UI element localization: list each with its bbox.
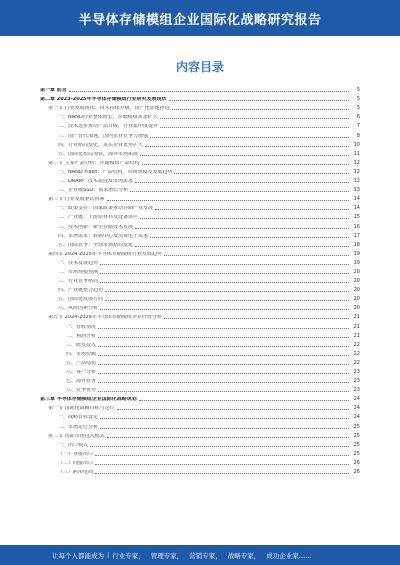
toc-entry-label: 二、DRAM：技术演进及市场需求	[58, 179, 133, 185]
toc-leader-dots	[145, 145, 349, 147]
toc-leader-dots	[135, 181, 349, 183]
toc-entry-label: 三、企业级SSD：需求增长分析	[58, 188, 129, 194]
toc-entry[interactable]	[48, 311, 360, 320]
toc-leader-dots	[135, 245, 349, 247]
toc-entry[interactable]	[58, 230, 360, 239]
toc-entry-label: 第一章 前言	[40, 88, 67, 94]
toc-entry-label: 一、NAND行业整体增长，存储模组需求扩大	[58, 115, 158, 121]
toc-entry-label: （一）直接出口	[58, 451, 94, 457]
toc-heading: 内容目录	[175, 60, 224, 74]
toc-entry-label: 四、市场份额	[66, 351, 97, 357]
toc-entry-page: 24	[353, 405, 360, 412]
toc-entry-label: 七、海外业务	[66, 379, 97, 385]
toc-entry-page: 22	[353, 350, 360, 357]
toc-entry-label: 二、市场定位分析	[58, 424, 99, 430]
toc-entry-page: 25	[353, 441, 360, 448]
toc-leader-dots	[95, 472, 349, 474]
toc-entry-page: 25	[353, 432, 360, 439]
toc-entry-page: 26	[353, 459, 360, 466]
toc-leader-dots	[139, 399, 349, 401]
toc-entry[interactable]	[58, 284, 360, 293]
toc-entry[interactable]	[40, 393, 360, 402]
toc-entry[interactable]	[58, 420, 360, 429]
toc-entry[interactable]	[66, 339, 360, 348]
toc-entry[interactable]	[48, 402, 360, 411]
toc-entry[interactable]	[58, 220, 360, 229]
toc-entry[interactable]	[66, 357, 360, 366]
toc-entry[interactable]	[48, 157, 360, 166]
toc-entry[interactable]	[40, 84, 360, 93]
toc-entry-page: 6	[356, 114, 360, 121]
toc-entry-page: 26	[353, 469, 360, 476]
toc-entry[interactable]	[66, 366, 360, 375]
toc-leader-dots	[160, 126, 349, 128]
toc-leader-dots	[174, 172, 349, 174]
toc-leader-dots	[150, 236, 349, 238]
toc-entry-label: 一、NAND Flash：产品结构、市场规模及发展趋势	[58, 169, 173, 175]
toc-entry-label: 一、战略目标设定	[58, 415, 99, 421]
toc-entry-label: 六、风险因素分析	[58, 306, 99, 312]
toc-entry[interactable]	[58, 457, 360, 466]
toc-leader-dots	[160, 117, 349, 119]
toc-leader-dots	[98, 354, 349, 356]
toc-entry-page: 8	[356, 132, 360, 139]
toc-entry-label: 三、技术创新：新型存储技术发展	[58, 224, 134, 230]
toc-leader-dots	[155, 208, 349, 210]
toc-entry[interactable]	[58, 139, 360, 148]
toc-entry-page: 25	[353, 450, 360, 457]
toc-entry-label: 四、产业链整合趋势	[58, 288, 104, 294]
toc-leader-dots	[98, 336, 349, 338]
toc-entry-page: 21	[353, 314, 360, 321]
toc-entry-label: 三、国产替代加速，国内企业竞争力增强	[58, 133, 149, 139]
toc-entry[interactable]	[48, 102, 360, 111]
toc-entry[interactable]	[40, 93, 360, 102]
toc-leader-dots	[142, 163, 349, 165]
toc-leader-dots	[100, 308, 349, 310]
toc-entry-page: 22	[353, 341, 360, 348]
toc-entry-label: 第一节 行业发展现状：技术持续升级，国产化加速推进	[48, 106, 170, 112]
toc-leader-dots	[100, 281, 349, 283]
toc-entry-page: 20	[353, 268, 360, 275]
toc-entry-label: 第三节 行业发展驱动因素	[48, 197, 105, 203]
toc-entry[interactable]	[58, 411, 360, 420]
toc-leader-dots	[98, 327, 349, 329]
toc-leader-dots	[100, 417, 349, 419]
toc-entry-page: 24	[353, 414, 360, 421]
toc-entry-page: 23	[353, 369, 360, 375]
toc-entry-page: 20	[353, 305, 360, 312]
toc-entry-label: 五、国际化发展方向	[58, 297, 104, 303]
toc-entry-label: （二）间接出口	[58, 460, 94, 466]
toc-entry-label: （三）跨境电商	[58, 470, 94, 476]
toc-leader-dots	[100, 263, 349, 265]
toc-leader-dots	[117, 408, 349, 410]
toc-entry-label: 八、竞争优势	[66, 388, 97, 394]
toc-entry-page: 20	[353, 278, 360, 285]
toc-entry-label: 五、国际竞争：全球市场格局变化	[58, 242, 134, 248]
toc-entry-label: 第二节 国际市场进入模式	[48, 433, 105, 439]
toc-leader-dots	[130, 190, 349, 192]
toc-entry[interactable]	[58, 211, 360, 220]
toc-leader-dots	[95, 454, 349, 456]
toc-entry-page: 18	[353, 241, 360, 248]
toc-entry[interactable]	[66, 348, 360, 357]
toc-entry-label: 六、客户分析	[66, 370, 97, 375]
toc-entry-label: 一、技术发展趋势	[58, 260, 99, 266]
toc-entry-page: 21	[353, 323, 360, 330]
toc-leader-dots	[100, 272, 349, 274]
toc-entry-page: 7	[356, 123, 360, 130]
toc-entry-page: 21	[353, 332, 360, 339]
toc-entry-label: 一、营收情况	[66, 324, 97, 330]
toc-leader-dots	[95, 463, 349, 465]
toc-entry[interactable]	[58, 202, 360, 211]
toc-entry-page: 5	[356, 87, 360, 94]
toc-entry-page: 20	[353, 296, 360, 303]
toc-entry-page: 24	[353, 396, 360, 403]
toc-leader-dots	[98, 363, 349, 365]
toc-entry-label: 二、产业链：上游原材料及设备供应	[58, 215, 139, 221]
toc-entry-label: 三、研发投入	[66, 342, 97, 348]
toc-entry-label: 五、国际化布局加快，海外市场拓展	[58, 151, 139, 157]
toc-entry-label: 三、行业竞争格局	[58, 279, 99, 285]
toc-entry-page: 20	[353, 287, 360, 294]
toc-entry-label: 一、政策支持：国家政策推动存储产业发展	[58, 206, 154, 212]
toc-entry-page: 22	[353, 359, 360, 366]
toc-entry-page: 15	[353, 214, 360, 221]
toc-leader-dots	[140, 154, 349, 156]
toc-entry[interactable]	[58, 239, 360, 248]
toc-entry-page: 23	[353, 378, 360, 385]
toc-entry-label: 四、市场需求：数据中心及消费电子需求	[58, 233, 149, 239]
toc-leader-dots	[164, 254, 349, 256]
toc-entry[interactable]	[66, 330, 360, 339]
toc-leader-dots	[98, 345, 349, 347]
toc-entry[interactable]	[58, 439, 360, 448]
toc-entry[interactable]	[48, 430, 360, 439]
toc-entry[interactable]	[58, 266, 360, 275]
toc-entry-label: 第四节 2024-2025年半导体存储模组行业发展趋势	[48, 251, 162, 257]
toc-entry-label: 一、出口模式	[58, 442, 89, 448]
toc-entry-page: 14	[353, 196, 360, 203]
toc-entry-page: 25	[353, 423, 360, 430]
toc-entry-page: 10	[353, 141, 360, 148]
toc-entry[interactable]	[58, 175, 360, 184]
toc-leader-dots	[150, 136, 349, 138]
toc-entry-page: 13	[353, 187, 360, 194]
toc-leader-dots	[98, 390, 349, 392]
toc-entry[interactable]	[58, 275, 360, 284]
toc-entry-label: 第一节 国际化战略目标与定位	[48, 406, 115, 412]
toc-entry-page: 12	[353, 159, 360, 166]
toc-entry-label: 第二节 主要产品分析：存储模组产品结构	[48, 160, 140, 166]
toc-leader-dots	[172, 108, 349, 110]
toc-entry[interactable]	[58, 120, 360, 129]
toc-entry-label: 第三章 半导体存储模组企业国际化战略规划	[40, 397, 137, 403]
toc-entry-page: 17	[353, 232, 360, 239]
toc-leader-dots	[164, 317, 349, 319]
footer-role-item: 营销专家，	[189, 551, 222, 560]
toc-entry-page: 5	[356, 96, 360, 103]
toc-entry[interactable]	[58, 111, 360, 120]
toc-entry[interactable]	[58, 302, 360, 311]
toc-entry-label: 二、技术进步推动产品升级，行业集中度提升	[58, 124, 159, 130]
toc-entry-label: 四、行业格局变化，龙头企业优势扩大	[58, 142, 144, 148]
toc-leader-dots	[98, 381, 349, 383]
toc-entry-page: 23	[353, 387, 360, 394]
footer-slogan: 让每个人都能成为	[52, 551, 104, 560]
toc-entry[interactable]	[58, 257, 360, 266]
toc-entry[interactable]	[58, 448, 360, 457]
toc-entry-page: 19	[353, 259, 360, 266]
toc-leader-dots	[107, 199, 349, 201]
toc-entry[interactable]	[66, 384, 360, 393]
toc-entry[interactable]	[66, 375, 360, 384]
toc-entry[interactable]	[58, 184, 360, 193]
toc-entry-page: 19	[353, 250, 360, 257]
toc-leader-dots	[100, 427, 349, 429]
footer-role-item: 战略专家，	[227, 551, 261, 560]
footer-banner	[0, 545, 400, 565]
toc-entry[interactable]	[58, 129, 360, 138]
footer-role-item: 行业专家，	[112, 551, 145, 560]
toc-entry[interactable]	[58, 148, 360, 157]
footer-role-item: 成功企业家……	[266, 551, 312, 560]
toc-leader-dots	[69, 90, 349, 92]
toc-entry-page: 11	[353, 150, 360, 157]
toc-entry[interactable]	[48, 248, 360, 257]
toc-entry[interactable]	[66, 320, 360, 329]
footer-role-item: 管理专家，	[150, 551, 184, 560]
toc-entry-label: 第二章 2023-2025年半导体存储模组行业研究发展现状	[40, 97, 167, 103]
toc-leader-dots	[107, 436, 349, 438]
toc-leader-dots	[135, 227, 349, 229]
toc-entry-page: 12	[353, 178, 360, 185]
toc-leader-dots	[105, 299, 349, 301]
toc-entry-label: 第五节 2024-2025年半导体存储模组企业经营分析	[48, 315, 162, 321]
toc-leader-dots	[98, 372, 349, 374]
toc-entry-label: 五、产品结构	[66, 360, 97, 366]
toc-entry-label: 二、市场规模预测	[58, 269, 99, 275]
report-header-banner	[0, 0, 400, 36]
toc-entry[interactable]	[48, 193, 360, 202]
toc-leader-dots	[169, 99, 349, 101]
toc-entry-page: 12	[353, 168, 360, 175]
toc-entry-page: 16	[353, 223, 360, 230]
toc-leader-dots	[140, 217, 349, 219]
report-title: 半导体存储模组企业国际化战略研究报告	[78, 12, 322, 28]
toc-leader-dots	[105, 290, 349, 292]
toc-entry-page: 5	[356, 105, 360, 112]
toc-entry[interactable]	[58, 166, 360, 175]
table-of-contents	[40, 84, 360, 475]
document-page	[40, 44, 360, 544]
footer-separator: |	[107, 551, 110, 559]
toc-leader-dots	[90, 445, 349, 447]
toc-entry[interactable]	[58, 466, 360, 475]
toc-entry-label: 二、利润分析	[66, 333, 97, 339]
toc-entry[interactable]	[58, 293, 360, 302]
toc-entry-page: 14	[353, 205, 360, 212]
footer-role-list	[112, 551, 318, 560]
